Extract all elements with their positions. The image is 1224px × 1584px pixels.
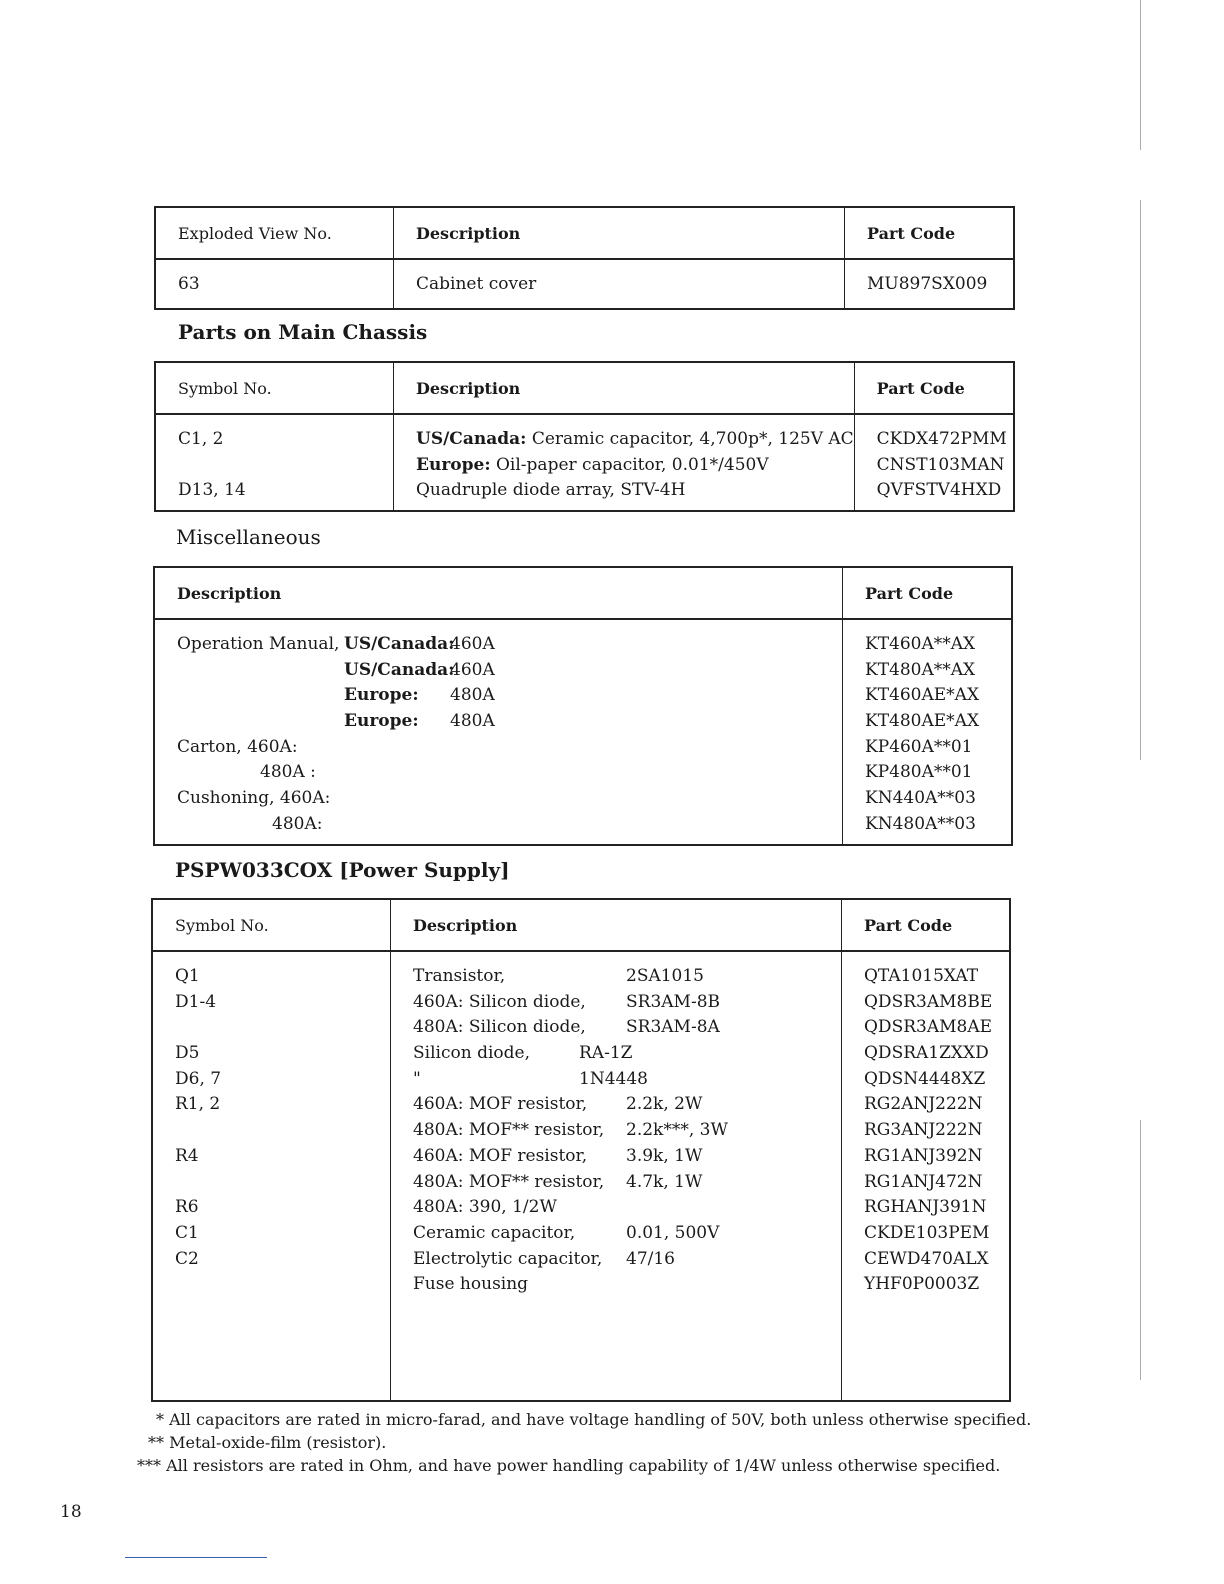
bottom-rule [125,1557,267,1558]
list-item: CEWD470ALX [864,1248,989,1269]
table-row: 480A : [260,762,316,783]
table-row: Fuse housing [413,1274,529,1295]
list-item: QTA1015XAT [864,966,979,986]
miscellaneous-table [153,566,1013,846]
list-item: R6 [175,1197,199,1218]
table-row: Cushoning, 460A: [177,788,331,809]
cabinet-parts-table [154,206,1015,310]
table-row: Electrolytic capacitor, 47/16 [413,1248,675,1269]
table-row: Europe: 480A [344,685,495,706]
list-item: CKDX472PMM [876,429,1007,449]
list-item: KP460A**01 [865,736,973,757]
col-header-symbol: Symbol No. [178,378,272,398]
col-header-part-code: Part Code [867,223,956,243]
list-item: KT480AE*AX [865,711,980,732]
list-item [153,1272,390,1298]
list-item: RG1ANJ392N [864,1145,983,1166]
table-row: " 1N4448 [413,1068,648,1089]
list-item: KT480A**AX [865,659,976,680]
table-row: 480A: MOF** resistor, 2.2k***, 3W [413,1120,728,1141]
table-row: Operation Manual, US/Canada: 460A [177,634,495,654]
list-item: Quadruple diode array, STV-4H [416,480,686,501]
table-row: 63 Cabinet cover MU897SX009 [155,259,1014,309]
main-chassis-table [154,361,1015,512]
list-item: KT460A**AX [865,634,976,654]
list-item: KN480A**03 [865,813,976,834]
list-item: Europe: Oil-paper capacitor, 0.01*/450V [416,454,769,475]
table-row: 460A: MOF resistor, 2.2k, 2W [413,1094,703,1115]
list-item: QDSR3AM8AE [864,1017,993,1038]
list-item: QDSR3AM8BE [864,991,993,1012]
table-row: Europe: 480A [344,711,495,732]
list-item: KN440A**03 [865,788,976,809]
list-item: C1 [175,1222,199,1243]
col-header-exploded-view: Exploded View No. [178,223,332,243]
list-item: Q1 [175,966,200,986]
scan-edge-mark [1140,1120,1141,1380]
table-row: 480A: 390, 1/2W [413,1197,557,1218]
list-item: C2 [175,1248,199,1269]
list-item: D5 [175,1043,200,1064]
list-item: R1, 2 [175,1094,221,1115]
list-item: RGHANJ391N [864,1197,987,1218]
table-row: Silicon diode, RA-1Z [413,1043,633,1064]
col-header-part-code: Part Code [865,583,954,603]
table-row: 460A: MOF resistor, 3.9k, 1W [413,1145,703,1166]
list-item [153,1015,390,1041]
table-row: Carton, 460A: [177,736,298,757]
list-item: RG3ANJ222N [864,1120,983,1141]
table-row: 480A: MOF** resistor, 4.7k, 1W [413,1171,703,1192]
list-item: RG1ANJ472N [864,1171,983,1192]
list-item: QDSN4448XZ [864,1068,986,1089]
list-item: YHF0P0003Z [864,1274,980,1295]
footnote: ** Metal-oxide-film (resistor). [148,1433,387,1452]
col-header-symbol: Symbol No. [175,915,269,935]
list-item: KP480A**01 [865,762,973,783]
list-item: KT460AE*AX [865,685,980,706]
list-item: US/Canada: Ceramic capacitor, 4,700p*, 125V AC [416,429,854,449]
list-item: D1-4 [175,991,217,1012]
col-header-description: Description [177,583,282,603]
footnote: * All capacitors are rated in micro-farad, and have voltage handling of 50V, both unless otherwise specified. [156,1410,1032,1429]
list-item [156,453,393,479]
col-header-description: Description [416,223,521,243]
scan-edge-mark [1140,200,1141,760]
page-number: 18 [60,1502,82,1522]
col-header-part-code: Part Code [876,378,965,398]
col-header-description: Description [413,915,518,935]
table-row: US/Canada: 460A [344,659,495,680]
footnote: *** All resistors are rated in Ohm, and have power handling capability of 1/4W unless otherwise specified. [137,1456,1001,1475]
list-item [153,1118,390,1144]
scan-edge-mark [1140,0,1141,150]
list-item: CKDE103PEM [864,1222,990,1243]
list-item: QVFSTV4HXD [876,480,1002,501]
list-item: D13, 14 [178,480,246,501]
list-item: C1, 2 [178,429,224,449]
table-row: 460A: Silicon diode, SR3AM-8B [413,991,720,1012]
power-supply-table [151,898,1011,1402]
table-row: Transistor, 2SA1015 [413,966,705,986]
section-title-miscellaneous: Miscellaneous [176,525,321,549]
table-row: Ceramic capacitor, 0.01, 500V [413,1222,720,1243]
table-row: 480A: Silicon diode, SR3AM-8A [413,1017,720,1038]
list-item: RG2ANJ222N [864,1094,983,1115]
list-item: R4 [175,1145,199,1166]
section-title-main-chassis: Parts on Main Chassis [178,320,428,344]
table-row: 480A: [272,813,323,834]
section-title-power-supply: PSPW033COX [Power Supply] [175,858,510,882]
list-item: CNST103MAN [876,454,1005,475]
col-header-part-code: Part Code [864,915,953,935]
col-header-description: Description [416,378,521,398]
list-item: QDSRA1ZXXD [864,1043,989,1064]
list-item [153,1170,390,1196]
list-item: D6, 7 [175,1068,222,1089]
